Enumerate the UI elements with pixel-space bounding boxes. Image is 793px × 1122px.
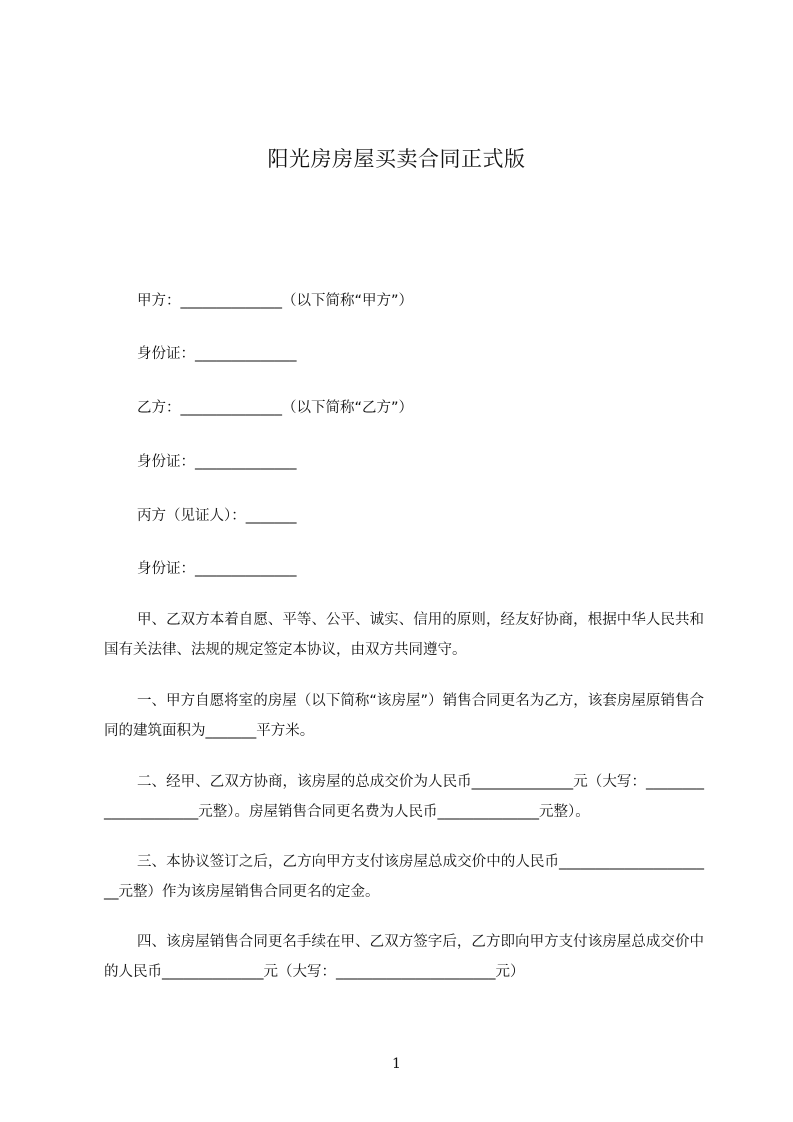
party-c-id-line: 身份证：______________ — [137, 561, 297, 577]
party-c-witness-line: 丙方（见证人）：_______ — [137, 508, 297, 524]
paragraph-clause-1: 一、甲方自愿将室的房屋（以下简称“该房屋”）销售合同更名为乙方，该套房屋原销售合同的建筑面积为_______平方米。 — [104, 693, 704, 739]
party-b-id-line: 身份证：______________ — [137, 454, 297, 470]
paragraph-clause-2: 二、经甲、乙双方协商，该房屋的总成交价为人民币______________元（大写：_____________________元整）。房屋销售合同更名费为人民币______________元整）。 — [104, 774, 704, 820]
paragraph-intro: 甲、乙双方本着自愿、平等、公平、诚实、信用的原则，经友好协商，根据中华人民共和国有关法律、法规的规定签定本协议，由双方共同遵守。 — [104, 612, 704, 658]
party-a-id-line: 身份证：______________ — [137, 346, 297, 362]
paragraph-clause-3: 三、本协议签订之后，乙方向甲方支付该房屋总成交价中的人民币______________________元整）作为该房屋销售合同更名的定金。 — [104, 854, 704, 900]
document-title: 阳光房房屋买卖合同正式版 — [267, 147, 526, 171]
paragraph-clause-4: 四、该房屋销售合同更名手续在甲、乙双方签字后，乙方即向甲方支付该房屋总成交价中的人民币______________元（大写：______________________元） — [104, 934, 704, 980]
page-number: 1 — [392, 1056, 401, 1072]
party-a-line: 甲方：______________（以下简称“甲方”） — [137, 293, 414, 309]
party-b-line: 乙方：______________（以下简称“乙方”） — [137, 400, 414, 416]
